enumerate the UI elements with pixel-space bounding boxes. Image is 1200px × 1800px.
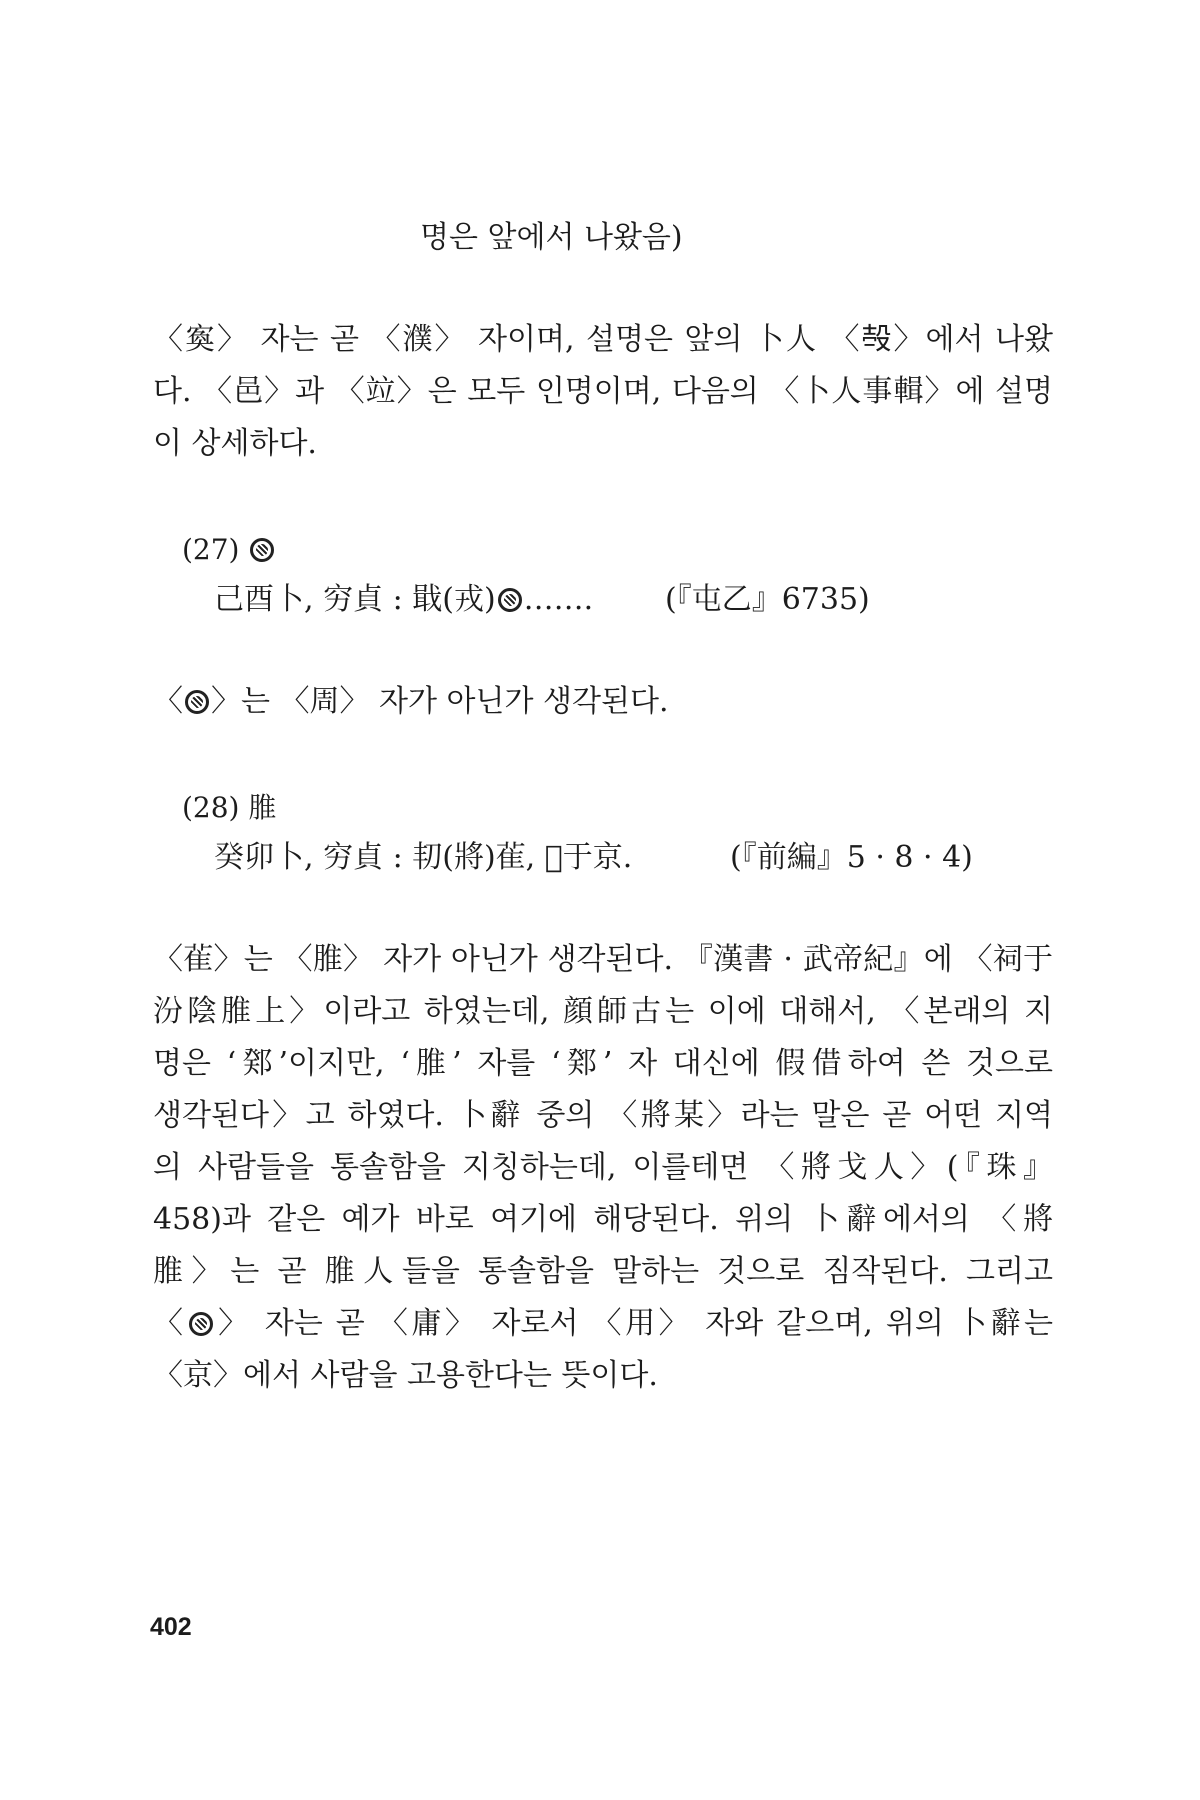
entry-27-source: (『屯乙』6735) bbox=[665, 582, 870, 617]
paragraph-2-line-4: 생각된다〉고 하였다. 卜辭 중의 〈將某〉라는 말은 곧 어떤 지역 bbox=[153, 1098, 1053, 1133]
entry-27-note-open: 〈 bbox=[153, 684, 183, 719]
oracle-glyph-icon bbox=[185, 690, 209, 714]
continued-line: 명은 앞에서 나왔음) bbox=[420, 220, 683, 255]
entry-27-number: (27) bbox=[182, 533, 240, 566]
entry-27-inscription: 己酉卜, 穷貞 : 戢(戎) ……. bbox=[214, 582, 594, 617]
paragraph-1-line-1: 〈寏〉 자는 곧 〈濮〉 자이며, 설명은 앞의 卜人 〈𣪊〉에서 나왔 bbox=[153, 322, 1053, 357]
entry-28-inscription: 癸卯卜, 穷貞 : 㓞(將)雈, 𦎫于京. bbox=[214, 840, 633, 875]
paragraph-2-line-7: 脽〉는 곧 脽人들을 통솔함을 말하는 것으로 짐작된다. 그리고 bbox=[153, 1254, 1053, 1289]
entry-27-inscription-ellipsis: …… bbox=[523, 582, 584, 617]
entry-27-note bbox=[153, 682, 668, 722]
paragraph-2-line-8-text: 〉 자는 곧 〈庸〉 자로서 〈用〉 자와 같으며, 위의 卜辭는 bbox=[214, 1306, 1053, 1341]
paragraph-2-line-2: 汾陰脽上〉이라고 하였는데, 顔師古는 이에 대해서, 〈본래의 지 bbox=[153, 994, 1053, 1029]
paragraph-2-line-5: 의 사람들을 통솔함을 지칭하는데, 이를테면 〈將戈人〉(『珠』 bbox=[153, 1150, 1053, 1185]
entry-28-source: (『前編』5 · 8 · 4) bbox=[730, 840, 973, 875]
paragraph-2-line-8-open: 〈 bbox=[153, 1306, 187, 1341]
paragraph-2-line-9: 〈京〉에서 사람을 고용한다는 뜻이다. bbox=[153, 1358, 658, 1393]
paragraph-2-line-1: 〈雈〉는 〈脽〉 자가 아닌가 생각된다. 『漢書 · 武帝紀』에 〈祠于 bbox=[153, 942, 1053, 977]
page-number: 402 bbox=[150, 1613, 192, 1641]
entry-27-heading bbox=[182, 530, 276, 570]
oracle-glyph-icon bbox=[498, 588, 522, 612]
paragraph-1-line-2: 다. 〈邑〉과 〈竝〉은 모두 인명이며, 다음의 〈卜人事輯〉에 설명 bbox=[153, 374, 1053, 409]
entry-27-note-text: 〉는 〈周〉 자가 아닌가 생각된다. bbox=[211, 684, 669, 719]
entry-28-heading: (28) 脽 bbox=[182, 791, 277, 824]
oracle-glyph-icon bbox=[189, 1312, 213, 1336]
paragraph-2-line-3: 명은 ‘鄈’이지만, ‘脽’ 자를 ‘鄈’ 자 대신에 假借하여 쓴 것으로 bbox=[153, 1046, 1053, 1081]
paragraph-2-line-8 bbox=[153, 1304, 1053, 1344]
entry-27-inscription-text: 己酉卜, 穷貞 : 戢(戎) bbox=[214, 582, 496, 617]
oracle-glyph-icon bbox=[250, 538, 274, 562]
paragraph-1-line-3: 이 상세하다. bbox=[153, 426, 317, 461]
paragraph-2-line-6: 458)과 같은 예가 바로 여기에 해당된다. 위의 卜辭에서의 〈將 bbox=[153, 1202, 1053, 1237]
